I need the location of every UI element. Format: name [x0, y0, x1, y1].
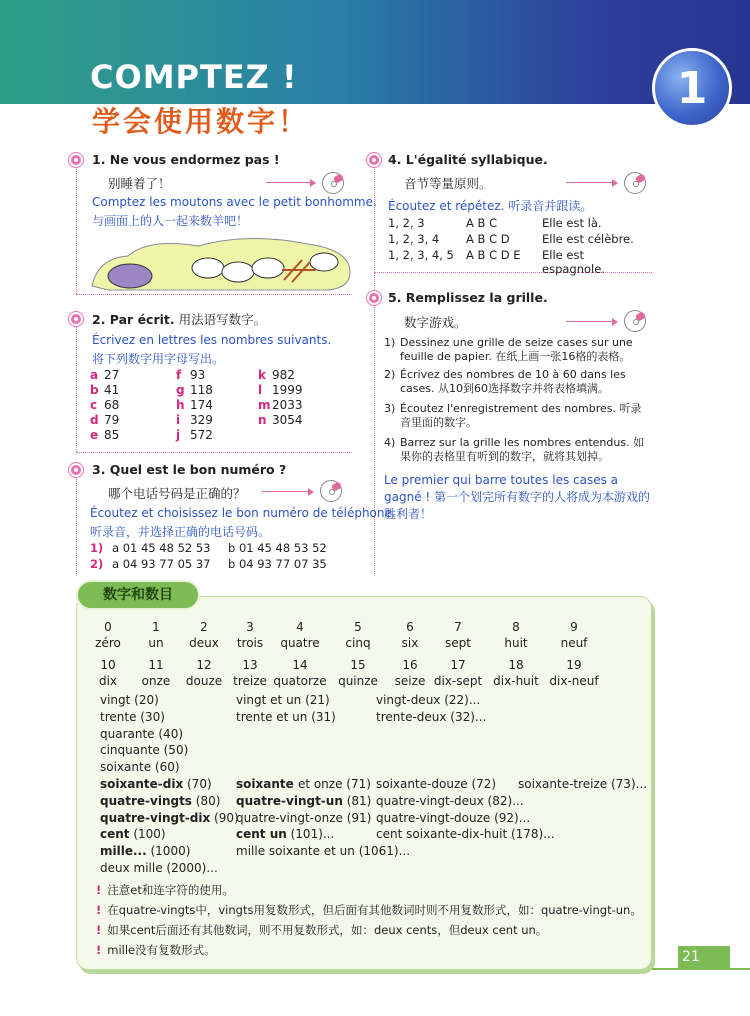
item-number: 41 [104, 383, 120, 397]
syllable-letters: A B C D E [466, 248, 521, 262]
number-entry-bold: cent [100, 827, 130, 842]
step-fr: Écoutez l'enregistrement des nombres. [400, 402, 616, 415]
section-border [76, 322, 77, 452]
digit-word: dix [98, 674, 118, 688]
item-number: 27 [104, 368, 120, 382]
digit-number: 10 [100, 658, 116, 672]
option-b: b 04 93 77 07 35 [228, 557, 327, 571]
item-letter: m [258, 398, 271, 412]
s5-closing [384, 472, 652, 523]
arrow-icon [566, 321, 616, 322]
step-fr: Écrivez des nombres de 10 à 60 dans les cases. [400, 368, 626, 395]
digit-word: zéro [95, 636, 121, 650]
number-entry-rest: et onze (71) [297, 777, 371, 791]
digit-number: 1 [152, 620, 160, 634]
number-entry: quatre-vingt-douze (92)... [376, 810, 531, 825]
item-number: 79 [104, 413, 120, 427]
digit-word: onze [141, 674, 171, 688]
number-entry: soixante-douze (72) [376, 777, 497, 791]
s4-instruction-zh: 听录音并跟读。 [508, 199, 593, 213]
unit-title: COMPTEZ ! [90, 58, 298, 96]
number-entry-bold: cent un [236, 827, 287, 842]
s4-heading: 4. L'égalité syllabique. [388, 152, 548, 167]
digit-word: quatre [280, 636, 320, 650]
note-text: 在quatre-vingts中，vingts用复数形式，但后面有其他数词时则不用复数形式，如：quatre-vingt-un。 [107, 903, 642, 917]
s1-heading-zh: 别睡着了！ [108, 176, 171, 191]
number-entry: quatre-vingt-deux (82)... [376, 793, 524, 808]
s4-syllable-table [388, 216, 650, 276]
s2-instruction-fr: Écrivez en lettres les nombres suivants. [92, 333, 332, 347]
audio-cd-icon[interactable] [624, 310, 646, 332]
number-entry: trente-deux (32)... [376, 709, 487, 724]
section-border [76, 166, 77, 294]
step-fr: Dessinez une grille de seize cases sur une feuille de papier. [400, 336, 633, 363]
syllable-sentence: Elle est espagnole. [542, 248, 605, 276]
item-letter: e [90, 428, 99, 442]
digit-number: 19 [566, 658, 582, 672]
digit-word: neuf [560, 636, 588, 650]
number-entry-rest: (70) [183, 777, 212, 791]
number-entry-rest: (101)... [286, 827, 335, 842]
number-entry [100, 793, 220, 809]
s3-instruction-zh: 听录音，并选择正确的电话号码。 [90, 525, 271, 539]
number-entry [236, 826, 334, 842]
item-number: 85 [104, 428, 120, 442]
number-entry: soixante (60) [100, 760, 180, 775]
number-entry: trente (30) [100, 709, 165, 724]
item-letter: d [90, 413, 99, 427]
item-letter: n [258, 413, 267, 427]
s2-heading: 2. Par écrit. [92, 312, 175, 327]
digit-number: 15 [350, 658, 366, 672]
item-letter: k [258, 368, 266, 382]
option-a: a 01 45 48 52 53 [112, 541, 211, 555]
s1-heading: 1. Ne vous endormez pas ! [92, 152, 280, 167]
section-bullet [367, 291, 381, 305]
s2-heading-line [92, 310, 266, 328]
number-entry: mille soixante et un (1061)... [236, 844, 411, 859]
note-line [96, 942, 216, 958]
item-number: 174 [190, 398, 213, 412]
number-entry: vingt et un (21) [236, 693, 330, 707]
digit-number: 7 [454, 620, 462, 634]
s4-heading-zh: 音节等量原则。 [404, 176, 492, 191]
digit-word: dix-huit [493, 674, 539, 688]
item-letter: g [176, 383, 185, 397]
s3-instruction-fr: Écoutez et choisissez le bon numéro de téléphone. [90, 506, 396, 520]
number-entry-rest: (81) [342, 793, 372, 808]
number-entry-rest: (90) [210, 810, 239, 825]
page-rule [652, 968, 750, 970]
item-number: 3054 [272, 413, 303, 427]
step-number: 4) [384, 436, 396, 449]
note-text: 如果cent后面还有其他数词，则不用复数形式，如：deux cents，但deux cent un。 [107, 923, 548, 937]
numbers-box-title: 数字和数目 [76, 580, 200, 610]
arrow-icon [262, 491, 312, 492]
number-entry: cent soixante-dix-huit (178)... [376, 827, 555, 842]
digit-number: 3 [246, 620, 254, 634]
digit-number: 16 [402, 658, 418, 672]
digit-number: 4 [296, 620, 304, 634]
digit-number: 11 [148, 658, 164, 672]
number-entry-bold: quatre-vingt-dix [100, 810, 211, 825]
s5-heading-zh: 数字游戏。 [404, 315, 467, 330]
digits-table [96, 620, 636, 690]
unit-number-badge: 1 [652, 48, 732, 128]
item-letter: j [176, 428, 181, 442]
audio-cd-icon[interactable] [320, 480, 342, 502]
step-text [400, 368, 652, 396]
section-bullet [69, 153, 83, 167]
exclamation-icon: ! [96, 923, 102, 937]
exclamation-icon: ! [96, 883, 102, 897]
section-border [76, 476, 77, 576]
digit-number: 14 [292, 658, 308, 672]
syllable-count: 1, 2, 3 [388, 216, 425, 230]
step-number: 1) [384, 336, 396, 349]
digit-number: 0 [104, 620, 112, 634]
digit-word: quinze [338, 674, 378, 688]
item-letter: f [176, 368, 182, 382]
item-number: 118 [190, 383, 213, 397]
digit-word: seize [394, 674, 426, 688]
digit-number: 18 [508, 658, 524, 672]
option-number: 1) [90, 541, 104, 555]
note-line [96, 902, 642, 918]
option-b: b 01 45 48 53 52 [228, 541, 327, 555]
digit-word: dix-neuf [549, 674, 599, 688]
section-border [76, 452, 352, 453]
arrow-icon [566, 182, 616, 183]
item-number: 329 [190, 413, 213, 427]
digit-number: 9 [570, 620, 578, 634]
item-letter: a [90, 368, 99, 382]
section-bullet [367, 153, 381, 167]
step-fr: Barrez sur la grille les nombres entendus. [400, 436, 630, 449]
digit-number: 13 [242, 658, 258, 672]
digit-number: 8 [512, 620, 520, 634]
digit-word: huit [504, 636, 528, 650]
number-entry-bold: quatre-vingts [100, 793, 192, 808]
digit-word: douze [185, 674, 223, 688]
number-entry [236, 776, 371, 792]
number-entry: trente et un (31) [236, 709, 336, 724]
digit-word: cinq [345, 636, 371, 650]
digit-word: sept [445, 636, 471, 650]
digit-number: 17 [450, 658, 466, 672]
number-entry-bold: mille... [100, 844, 147, 859]
item-letter: i [176, 413, 181, 427]
number-entry: vingt-deux (22)... [376, 693, 481, 707]
section-bullet [69, 463, 83, 477]
item-number: 2033 [272, 398, 303, 412]
item-number: 68 [104, 398, 120, 412]
number-entry [236, 793, 371, 809]
note-line [96, 922, 547, 938]
arrow-icon [266, 182, 314, 183]
number-entry: cinquante (50) [100, 743, 189, 758]
exclamation-icon: ! [96, 903, 102, 917]
item-letter: l [258, 383, 263, 397]
s4-instruction-fr: Écoutez et répétez. [388, 199, 505, 213]
step-zh: 听录音里面的数字。 [400, 402, 642, 429]
digit-number: 5 [354, 620, 362, 634]
digit-word: six [401, 636, 419, 650]
digit-number: 12 [196, 658, 212, 672]
number-entry: quatre-vingt-onze (91) [236, 810, 372, 825]
step-zh: 从10到60选择数字并将表格填满。 [438, 382, 610, 395]
s2-heading-zh: 用法语写数字。 [178, 312, 267, 327]
option-a: a 04 93 77 05 37 [112, 557, 211, 571]
digit-word: dix-sept [433, 674, 483, 688]
number-entry: vingt (20) [100, 693, 159, 707]
item-number: 93 [190, 368, 206, 382]
digit-word: un [148, 636, 164, 650]
item-number: 982 [272, 368, 295, 382]
item-number: 572 [190, 428, 213, 442]
number-entry [100, 776, 212, 792]
number-entry-rest: (80) [191, 793, 221, 808]
audio-cd-icon[interactable] [322, 172, 344, 194]
number-entry-rest: (100) [129, 827, 166, 842]
syllable-sentence: Elle est célèbre. [542, 232, 634, 246]
number-entry [100, 843, 190, 859]
digit-word: quatorze [273, 674, 327, 688]
s3-phone-options [90, 541, 360, 575]
unit-subtitle: 学会使用数字！ [92, 105, 310, 138]
s2-instruction-zh: 将下列数字用字母写出。 [92, 352, 225, 366]
digit-number: 2 [200, 620, 208, 634]
number-entry [100, 810, 239, 826]
number-entry-bold: soixante-dix [100, 777, 184, 791]
step-number: 3) [384, 402, 396, 415]
s4-instruction [388, 197, 592, 214]
s5-closing-zh: 第一个划完所有数字的人将成为本游戏的胜利者！ [384, 490, 651, 521]
s1-instruction-zh: 与画面上的人一起来数羊吧！ [92, 214, 249, 228]
audio-cd-icon[interactable] [624, 172, 646, 194]
digit-word: deux [189, 636, 219, 650]
option-number: 2) [90, 557, 104, 571]
number-entry [100, 826, 166, 842]
grammar-notes [96, 882, 646, 962]
s5-heading: 5. Remplissez la grille. [388, 290, 548, 305]
digit-word: treize [233, 674, 267, 688]
syllable-sentence: Elle est là. [542, 216, 602, 230]
item-number: 1999 [272, 383, 303, 397]
syllable-count: 1, 2, 3, 4 [388, 232, 440, 246]
step-text [400, 402, 652, 430]
item-letter: h [176, 398, 185, 412]
section-border [76, 294, 352, 295]
item-letter: b [90, 383, 99, 397]
step-text [400, 436, 652, 464]
number-entry-bold: soixante [236, 777, 298, 791]
page-number: 21 [678, 946, 730, 968]
number-entry: deux mille (2000)... [100, 861, 218, 875]
sheep-illustration [88, 228, 354, 294]
digit-number: 6 [406, 620, 414, 634]
step-zh: 在纸上画一张16格的表格。 [495, 350, 631, 363]
item-letter: c [90, 398, 98, 412]
note-line [96, 882, 234, 898]
note-text: 注意et和连字符的使用。 [107, 883, 234, 897]
digit-word: trois [236, 636, 264, 650]
s1-instruction-fr: Comptez les moutons avec le petit bonhomme. [92, 195, 377, 209]
s3-heading: 3. Quel est le bon numéro ? [92, 462, 287, 477]
number-entry-bold: quatre-vingt-un [236, 793, 343, 808]
syllable-letters: A B C D [466, 232, 510, 246]
step-zh: 如果你的表格里有听到的数字，就将其划掉。 [400, 436, 645, 463]
exclamation-icon: ! [96, 943, 102, 957]
s3-heading-zh: 哪个电话号码是正确的？ [108, 486, 246, 501]
note-text: mille没有复数形式。 [107, 943, 216, 957]
step-number: 2) [384, 368, 396, 381]
s5-closing-fr: Le premier qui barre toutes les cases a gagné ! [384, 473, 619, 504]
syllable-count: 1, 2, 3, 4, 5 [388, 248, 454, 262]
number-entry: quarante (40) [100, 726, 184, 741]
s2-number-list [90, 368, 350, 448]
step-text [400, 336, 652, 364]
s5-steps [384, 336, 652, 468]
syllable-letters: A B C [466, 216, 498, 230]
number-entry: soixante-treize (73)... [518, 777, 648, 791]
section-bullet [69, 312, 83, 326]
number-entry-rest: (1000) [146, 844, 191, 859]
